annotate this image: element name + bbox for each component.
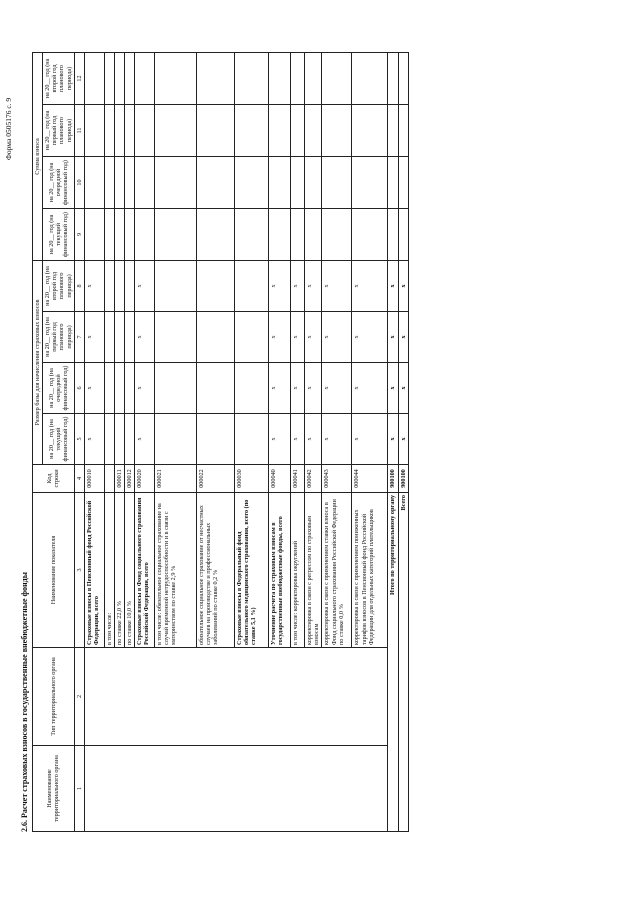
value-cell [305,52,322,104]
value-cell: x [305,312,322,363]
value-cell [197,208,235,260]
value-cell: x [269,312,291,363]
value-cell [125,260,135,311]
table-body [84,52,408,831]
value-cell: x [322,312,352,363]
header-row-1 [33,52,43,831]
territorial-body-type-cell [84,648,388,746]
insurance-contributions-table [32,52,409,832]
value-cell [305,208,322,260]
value-cell [155,414,197,465]
value-cell: x [388,312,398,363]
indicator-name-cell: по ставке 22,0 % [114,493,124,648]
value-cell [235,208,269,260]
indicator-name-cell: по ставке 10,0 % [125,493,135,648]
table-row [84,52,104,831]
col-header-territorial-body-name: Наименование территориального органа [33,746,75,832]
value-cell: x [388,363,398,414]
column-number: 6 [74,363,84,414]
section-title: 2.6. Расчет страховых взносов в государственные внебюджетные фонды [20,572,29,832]
value-cell [197,414,235,465]
value-cell [125,104,135,156]
value-cell [352,208,388,260]
value-cell: x [388,260,398,311]
value-cell [104,312,114,363]
value-cell: x [398,312,408,363]
value-cell: x [135,414,155,465]
value-cell [352,52,388,104]
column-number: 2 [74,648,84,746]
line-code-cell: 000012 [125,465,135,493]
col-header-year: на 20__ год (на текущий финансовый год) [43,208,75,260]
line-code-cell: 900100 [398,465,408,493]
value-cell: x [322,414,352,465]
value-cell [235,414,269,465]
form-number: Форма 0505176 с. 9 [4,97,13,160]
value-cell: x [398,363,408,414]
value-cell [125,363,135,414]
value-cell [155,156,197,208]
value-cell: x [322,260,352,311]
value-cell: x [398,414,408,465]
value-cell [388,52,398,104]
line-code-cell: 900100 [388,465,398,493]
grand-total-row-label: Всего [398,493,408,832]
value-cell [197,156,235,208]
value-cell: x [269,414,291,465]
line-code-cell: 000043 [322,465,352,493]
value-cell: x [352,312,388,363]
value-cell: x [388,414,398,465]
value-cell: x [305,363,322,414]
column-number: 12 [74,52,84,104]
line-code-cell: 000020 [135,465,155,493]
column-number: 3 [74,493,84,648]
line-code-cell: 000022 [197,465,235,493]
col-header-year: на 20__ год (на второй год планового периода) [43,260,75,311]
line-code-cell: 000042 [305,465,322,493]
value-cell [135,156,155,208]
value-cell: x [84,414,104,465]
column-number: 9 [74,208,84,260]
value-cell [125,52,135,104]
col-header-year: на 20__ год (на первый год планового периода) [43,104,75,156]
value-cell [291,156,305,208]
value-cell: x [305,414,322,465]
value-cell [155,363,197,414]
value-cell [114,208,124,260]
value-cell [104,414,114,465]
value-cell [104,363,114,414]
col-header-year: на 20__ год (на очередной финансовый год) [43,363,75,414]
value-cell [84,104,104,156]
value-cell [197,52,235,104]
value-cell [269,52,291,104]
value-cell [84,156,104,208]
col-group-amount: Сумма взноса [33,52,43,260]
value-cell: x [352,414,388,465]
value-cell [135,52,155,104]
indicator-name-cell: Страховые взносы в Фонд социального страхования Российской Федерации, всего [135,493,155,648]
indicator-name-cell: Уточнение расчета по страховым взносам в государственные внебюджетные фонды, всего [269,493,291,648]
value-cell: x [352,260,388,311]
line-code-cell: 000041 [291,465,305,493]
value-cell [352,156,388,208]
value-cell [269,156,291,208]
value-cell [235,52,269,104]
value-cell [398,156,408,208]
column-number: 5 [74,414,84,465]
col-header-year: на 20__ год (на первый год планового периода) [43,312,75,363]
value-cell: x [398,260,408,311]
territorial-body-name-cell [84,746,388,832]
value-cell [114,414,124,465]
value-cell: x [305,260,322,311]
col-header-line-code: Код строки [33,465,75,493]
indicator-name-cell: Страховые взносы в Федеральный фонд обязательного медицинского страхования, всего (по ставке 5,1 %) [235,493,269,648]
value-cell [135,208,155,260]
value-cell [114,52,124,104]
value-cell: x [352,363,388,414]
value-cell [322,208,352,260]
col-header-indicator-name: Наименование показателя [33,493,75,648]
value-cell [388,208,398,260]
column-number: 11 [74,104,84,156]
indicator-name-cell: в том числе: корректировка округлений [291,493,305,648]
value-cell [291,52,305,104]
value-cell: x [291,414,305,465]
column-number-row [74,52,84,831]
value-cell [388,104,398,156]
indicator-name-cell: Страховые взносы в Пенсионный фонд Российской Федерации, всего [84,493,104,648]
value-cell [235,156,269,208]
indicator-name-cell: в том числе: обязательное социальное страхование на случай временной нетрудоспособности и в связи с материнством по ставке 2,9 % [155,493,197,648]
col-header-territorial-body-type: Тип территориального органа [33,648,75,746]
value-cell [235,104,269,156]
value-cell [114,312,124,363]
line-code-cell: 000010 [84,465,104,493]
value-cell [155,260,197,311]
value-cell [322,52,352,104]
value-cell [155,104,197,156]
value-cell [269,104,291,156]
value-cell [197,363,235,414]
value-cell: x [269,260,291,311]
value-cell: x [269,363,291,414]
value-cell [291,104,305,156]
value-cell: x [84,363,104,414]
value-cell [155,312,197,363]
line-code-cell: 000040 [269,465,291,493]
value-cell [104,52,114,104]
value-cell [235,363,269,414]
value-cell: x [322,363,352,414]
value-cell [305,104,322,156]
value-cell [197,104,235,156]
value-cell [155,208,197,260]
grand-total-row [398,52,408,831]
value-cell: x [84,260,104,311]
value-cell [398,104,408,156]
col-group-base: Размер базы для начисления страховых взносов [33,260,43,464]
value-cell [235,260,269,311]
value-cell [114,260,124,311]
value-cell: x [135,260,155,311]
value-cell [388,156,398,208]
value-cell [125,156,135,208]
value-cell [84,208,104,260]
value-cell [322,156,352,208]
value-cell [322,104,352,156]
line-code-cell: 000021 [155,465,197,493]
value-cell [291,208,305,260]
value-cell: x [84,312,104,363]
indicator-name-cell: корректировка в связи с применением ставки взноса в Фонд социального страхования Российской Федерации по ставке 0,0 % [322,493,352,648]
total-territorial-row-label: Итого по территориальному органу [388,493,398,832]
value-cell: x [291,260,305,311]
indicator-name-cell: в том числе: [104,493,114,648]
line-code-cell [104,465,114,493]
value-cell [352,104,388,156]
col-header-year: на 20__ год (на текущий финансовый год) [43,414,75,465]
value-cell: x [291,312,305,363]
column-number: 7 [74,312,84,363]
value-cell [84,52,104,104]
line-code-cell: 000011 [114,465,124,493]
value-cell: x [135,363,155,414]
col-header-year: на 20__ год (на очередной финансовый год) [43,156,75,208]
column-number: 8 [74,260,84,311]
value-cell [104,104,114,156]
value-cell [305,156,322,208]
value-cell [135,104,155,156]
value-cell [104,260,114,311]
value-cell [155,52,197,104]
value-cell [398,52,408,104]
line-code-cell: 000044 [352,465,388,493]
indicator-name-cell: обязательное социальное страхование от несчастных случаев на производстве и профессиональных заболеваний по ставке 0,2 % [197,493,235,648]
value-cell [269,208,291,260]
value-cell [125,414,135,465]
value-cell [197,260,235,311]
value-cell [398,208,408,260]
value-cell: x [291,363,305,414]
col-header-year: на 20__ год (на второй год планового периода) [43,52,75,104]
line-code-cell: 000030 [235,465,269,493]
value-cell [125,208,135,260]
value-cell [235,312,269,363]
indicator-name-cell: корректировка в связи с регрессом по страховым взносам [305,493,322,648]
value-cell [104,156,114,208]
value-cell [114,104,124,156]
value-cell: x [135,312,155,363]
value-cell [114,156,124,208]
value-cell [114,363,124,414]
value-cell [125,312,135,363]
total-territorial-row [388,52,398,831]
column-number: 4 [74,465,84,493]
column-number: 1 [74,746,84,832]
indicator-name-cell: корректировка в связи с применением пониженных тарифов взносов в Пенсионный фонд Российской Федерации для отдельных категорий плательщиков [352,493,388,648]
value-cell [104,208,114,260]
column-number: 10 [74,156,84,208]
value-cell [197,312,235,363]
